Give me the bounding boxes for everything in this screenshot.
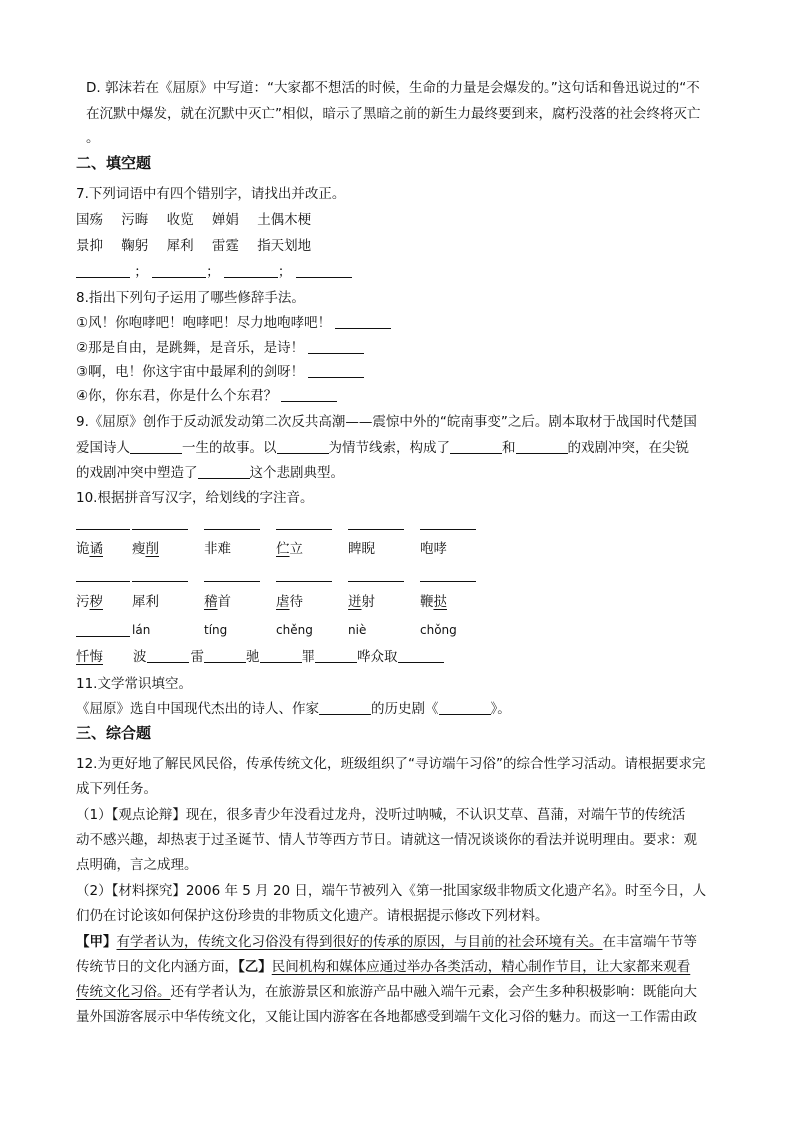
answer-blank[interactable] [281, 387, 337, 402]
q10-pinyin: tíng [204, 623, 228, 637]
q10-pinyin: niè [348, 623, 367, 637]
q9-line-1: 9.《屈原》创作于反动派发动第二次反共高潮——震惊中外的“皖南事变”之后。剧本取材于战国时代楚国 [76, 414, 697, 430]
answer-blank[interactable] [315, 648, 357, 663]
q9-text: 的戏剧冲突，在尖锐 [567, 440, 689, 456]
q11-text: 《屈原》选自中国现代杰出的诗人、作家 [76, 701, 319, 717]
q9-text: 和 [502, 440, 516, 456]
answer-blank[interactable] [132, 581, 188, 582]
q10-word: 虐待 [276, 594, 303, 610]
answer-blank[interactable] [348, 581, 404, 582]
q10-word: 稽首 [204, 594, 231, 610]
q10-pinyin: chěng [276, 623, 313, 637]
q8-sentence: ②那是自由，是跳舞，是音乐，是诗！ [76, 340, 305, 356]
q12-material-line-2 [76, 957, 690, 977]
q12-part2-line-2: 们仍在讨论该如何保护这份珍贵的非物质文化遗产。请根据提示修改下列材料。 [76, 908, 549, 924]
answer-blank[interactable] [147, 648, 189, 663]
q10-row-3 [76, 647, 444, 667]
q10-word: 迸射 [348, 594, 375, 610]
q10-word: 非难 [204, 541, 231, 557]
q6-option-d-line-2: 在沉默中爆发，就在沉默中灭亡”相似，暗示了黑暗之前的新生力最终要到来，腐朽没落的社会终将灭亡 [86, 106, 701, 122]
answer-blank[interactable] [76, 263, 130, 278]
q6-option-d-line-3: 。 [86, 130, 100, 146]
q8-sentence: ③啊，电！你这宇宙中最犀利的剑呀！ [76, 364, 305, 380]
q7-word: 景抑 [76, 238, 103, 254]
answer-blank[interactable] [198, 464, 250, 479]
answer-blank[interactable] [204, 648, 246, 663]
material-text: 传统节日的文化内涵方面， [76, 959, 238, 975]
answer-blank[interactable] [308, 339, 364, 354]
q12-material-line-1 [76, 932, 697, 952]
q8-item-1 [76, 313, 391, 333]
q7-word: 收览 [166, 212, 194, 228]
answer-blank[interactable] [516, 439, 568, 454]
q7-word: 鞠躬 [121, 238, 149, 254]
q10-word: 忏悔 [76, 649, 103, 665]
answer-blank[interactable] [348, 529, 404, 530]
answer-blank[interactable] [308, 363, 364, 378]
q10-word: 波 [133, 649, 147, 665]
q6-option-d-line-1: D. 郭沫若在《屈原》中写道：“大家都不想活的时候，生命的力量是会爆发的。”这句话和鲁迅说过的“不 [86, 80, 700, 96]
q10-word: 伫立 [276, 541, 303, 557]
q10-word: 罪 [301, 649, 315, 665]
q7-prompt: 7.下列词语中有四个错别字，请找出并改正。 [76, 186, 346, 202]
q7-row-2 [76, 236, 311, 256]
q10-word: 犀利 [132, 594, 159, 610]
answer-blank[interactable] [132, 529, 188, 530]
q7-word: 土偶木梗 [257, 212, 312, 228]
q8-item-3 [76, 362, 364, 382]
q11-prompt: 11.文学常识填空。 [76, 676, 192, 692]
answer-blank[interactable] [319, 700, 371, 715]
q8-sentence: ①风！你咆哮吧！咆哮吧！尽力地咆哮吧！ [76, 315, 332, 331]
answer-blank[interactable] [276, 529, 332, 530]
answer-blank[interactable] [277, 439, 329, 454]
marker-jia: 【甲】 [76, 934, 117, 950]
marker-yi: 【乙】 [238, 959, 272, 975]
q12-part1-line-2: 动不感兴趣，却热衷于过圣诞节、情人节等西方节日。请就这一情况谈谈你的看法并说明理由。要求：观 [76, 832, 697, 848]
answer-blank[interactable] [204, 529, 260, 530]
q7-word: 婵娟 [211, 212, 239, 228]
answer-blank[interactable] [439, 700, 491, 715]
q7-answer-line [76, 262, 352, 282]
q10-word: 鞭挞 [420, 594, 447, 610]
answer-blank[interactable] [335, 314, 391, 329]
answer-blank[interactable] [224, 263, 278, 278]
q12-part1-line-3: 点明确，言之成理。 [76, 857, 198, 873]
q7-word: 指天划地 [257, 238, 312, 254]
q10-prompt: 10.根据拼音写汉字，给划线的字注音。 [76, 490, 314, 506]
answer-blank[interactable] [420, 581, 476, 582]
q10-pinyin: chǒng [420, 623, 457, 637]
q10-word: 睥睨 [348, 541, 375, 557]
q8-item-4 [76, 386, 337, 406]
answer-blank[interactable] [398, 648, 444, 663]
answer-blank[interactable] [76, 581, 130, 582]
q9-text: 的戏剧冲突中塑造了 [76, 465, 198, 481]
q12-part1-line-1: （1）【观点论辩】现在，很多青少年没看过龙舟，没听过呐喊，不认识艾草、菖蒲，对端午节的传统活 [76, 807, 686, 823]
answer-blank[interactable] [296, 263, 352, 278]
section-title-fill-in: 二、填空题 [76, 154, 152, 172]
material-text: 还有学者认为，在旅游景区和旅游产品中融入端午元素，会产生多种积极影响：既能向大 [170, 984, 697, 1000]
q10-word: 哗众取 [357, 649, 398, 665]
q7-row-1 [76, 210, 311, 230]
answer-blank[interactable] [450, 439, 502, 454]
q12-line-1: 12.为更好地了解民风民俗，传承传统文化，班级组织了“寻访端午习俗”的综合性学习活动。请根据要求完 [76, 756, 706, 772]
q10-word: 瘦削 [132, 541, 159, 557]
q11-text: 》。 [490, 701, 511, 717]
q7-word: 雷霆 [211, 238, 239, 254]
separator: ； [206, 264, 220, 280]
answer-blank[interactable] [260, 648, 302, 663]
answer-blank[interactable] [76, 636, 130, 637]
answer-blank[interactable] [420, 529, 476, 530]
underlined-sentence-jia: 有学者认为，传统文化习俗没有得到很好的传承的原因，与目前的社会环境有关。 [116, 934, 603, 950]
q7-word: 国殇 [76, 212, 103, 228]
q10-word: 雷 [190, 649, 204, 665]
q9-text: 一生的故事。以 [182, 440, 277, 456]
underlined-sentence-yi: 民间机构和媒体应通过举办各类活动，精心制作节目，让大家都来观看 [271, 959, 691, 975]
answer-blank[interactable] [204, 581, 260, 582]
q9-text: 这个悲剧典型。 [249, 465, 344, 481]
q7-word: 污晦 [121, 212, 149, 228]
q7-word: 犀利 [166, 238, 194, 254]
q10-word: 污秽 [76, 594, 103, 610]
q8-sentence: ④你，你东君，你是什么个东君？ [76, 388, 278, 404]
answer-blank[interactable] [130, 439, 182, 454]
q12-material-line-4: 量外国游客展示中华传统文化，又能让国内游客在各地都感受到端午文化习俗的魅力。而这一工作需由政 [76, 1009, 697, 1025]
q12-material-line-3 [76, 982, 697, 1002]
q10-word: 驰 [246, 649, 260, 665]
answer-blank[interactable] [276, 581, 332, 582]
section-title-comprehensive: 三、综合题 [76, 724, 152, 742]
q10-word: 诡谲 [76, 541, 103, 557]
answer-blank[interactable] [76, 529, 130, 530]
material-text: 在丰富端午节等 [602, 934, 697, 950]
q11-text: 的历史剧《 [371, 701, 439, 717]
q10-word: 咆哮 [420, 541, 447, 557]
q10-pinyin: lán [132, 623, 151, 637]
separator: ； [134, 264, 148, 280]
q11-line [76, 699, 511, 719]
q9-text: 爱国诗人 [76, 440, 130, 456]
q9-line-2 [76, 438, 689, 458]
q9-line-3 [76, 463, 344, 483]
answer-blank[interactable] [152, 263, 206, 278]
q12-part2-line-1: （2）【材料探究】2006 年 5 月 20 日，端午节被列入《第一批国家级非物质文化遗产名》。时至今日，人 [76, 883, 707, 899]
underlined-sentence-yi-end: 传统文化习俗。 [76, 984, 171, 1000]
q8-prompt: 8.指出下列句子运用了哪些修辞手法。 [76, 290, 305, 306]
separator: ； [277, 264, 292, 280]
q12-line-2: 成下列任务。 [76, 781, 157, 797]
q9-text: 为情节线索，构成了 [328, 440, 450, 456]
q8-item-2 [76, 338, 364, 358]
